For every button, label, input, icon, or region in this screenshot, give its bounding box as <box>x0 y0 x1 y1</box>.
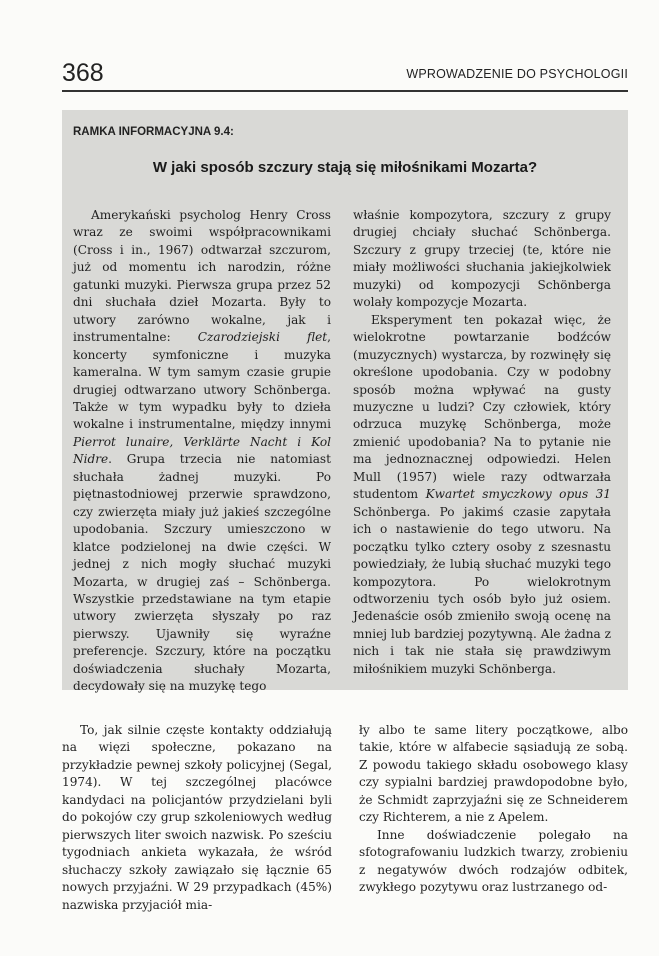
body-paragraph: To, jak silnie częste kontakty oddziałują na więzi społeczne, pokazano na przykładzie pewnej szkoły policyjnej (Segal, 1974). W tej szczególnej placówce kandydaci na policjantów przydzielani byli do pokojów czy grup szkoleniowych według pierwszych liter swoich nazwisk. Po sześciu tygodniach ankieta wykazała, że wśród słuchaczy szkoły zawiązało się łącznie 65 nowych przyjaźni. W 29 przypadkach (45%) nazwiska przyjaciół mia- <box>62 723 332 912</box>
body-column-left <box>62 722 332 914</box>
body-paragraph: Inne doświadczenie polegało na sfotografowaniu ludzkich twarzy, zrobieniu z negatywów dwóch rodzajów odbitek, zwykłego pozytywu oraz lustrzanego od- <box>359 827 628 895</box>
header-rule <box>62 90 628 92</box>
info-box-column-right <box>353 207 611 678</box>
italic-title: Kwartet smyczkowy opus 31 <box>425 487 612 502</box>
info-box-paragraph: Eksperyment ten pokazał więc, że wielokrotne powtarzanie bodźców (muzycznych) wystarcza, by rozwinęły się określone upodobania. Czy w podobny sposób można wpływać na gusty muzyczne u ludzi? Czy człowiek, który odrzuca muzykę Schönberga, może zmienić upodobania? Na to pytanie nie ma jednoznacznej odpowiedzi. Helen Mull (1957) wiele razy odtwarzała studentom Kwartet smyczkowy opus 31 Schönberga. Po jakimś czasie zapytała ich o nastawienie do tego utworu. Na początku tylko cztery osoby z szesnastu powiedziały, że lubią słuchać muzyki tego kompozytora. Po wielokrotnym odtworzeniu tych osób było już osiem. Jedenaście osób zmieniło swoją ocenę na mniej lub bardziej pozytywną. Ale żadna z nich i tak nie stała się prawdziwym miłośnikiem muzyki Schönberga. <box>353 312 612 676</box>
info-box-title: W jaki sposób szczury stają się miłośnikami Mozarta? <box>152 159 538 176</box>
info-box-paragraph: Amerykański psycholog Henry Cross wraz ze swoimi współpracownikami (Cross i in., 1967) odtwarzał szczurom, już od momentu ich narodzin, różne gatunki muzyki. Pierwsza grupa przez 52 dni słuchała dzieł Mozarta. Były to utwory zarówno wokalne, jak i instrumentalne: Czarodziejski flet, koncerty symfoniczne i muzyka kameralna. W tym samym czasie grupie drugiej odtwarzano utwory Schönberga. Także w tym wypadku były to dzieła wokalne i instrumentalne, między innymi Pierrot lunaire, Verklärte Nacht i Kol Nidre. Grupa trzecia nie natomiast słuchała żadnej muzyki. Po piętnastodniowej przerwie sprawdzono, czy zwierzęta miały już jakieś szczególne upodobania. Szczury umieszczono w klatce podzielonej na dwie części. W jednej z nich mogły słuchać muzyki Mozarta, w drugiej zaś – Schönberga. Wszystkie przedstawiane na tym etapie utwory zwierzęta słyszały po raz pierwszy. Ujawniły się wyraźne preferencje. Szczury, które na początku doświadczenia słuchały Mozarta, decydowały się na muzykę tego <box>73 208 331 694</box>
page-header <box>62 58 628 92</box>
page-number: 368 <box>62 59 104 87</box>
info-box-column-left <box>73 207 331 696</box>
body-paragraph: ły albo te same litery początkowe, albo takie, które w alfabecie sąsiadują ze sobą. Z powodu takiego składu osobowego klasy czy sypialni bardziej prawdopodobne było, że Schmidt zaprzyjaźni się ze Schneiderem czy Richterem, a nie z Apelem. <box>359 723 628 825</box>
italic-title: Czarodziejski flet <box>197 330 328 345</box>
body-column-right <box>359 722 628 897</box>
running-title: WPROWADZENIE DO PSYCHOLOGII <box>406 67 628 81</box>
info-box-paragraph: właśnie kompozytora, szczury z grupy drugiej chciały słuchać Schönberga. Szczury z grupy trzeciej (te, które nie miały możliwości słuchania jakiejkolwiek muzyki) od kompozycji Schönberga wolały kompozycje Mozarta. <box>353 208 611 310</box>
info-box <box>62 110 628 694</box>
info-box-label: RAMKA INFORMACYJNA 9.4: <box>73 126 234 138</box>
italic-title: Pierrot lunaire, Verklärte Nacht i Kol Nidre <box>73 434 331 467</box>
